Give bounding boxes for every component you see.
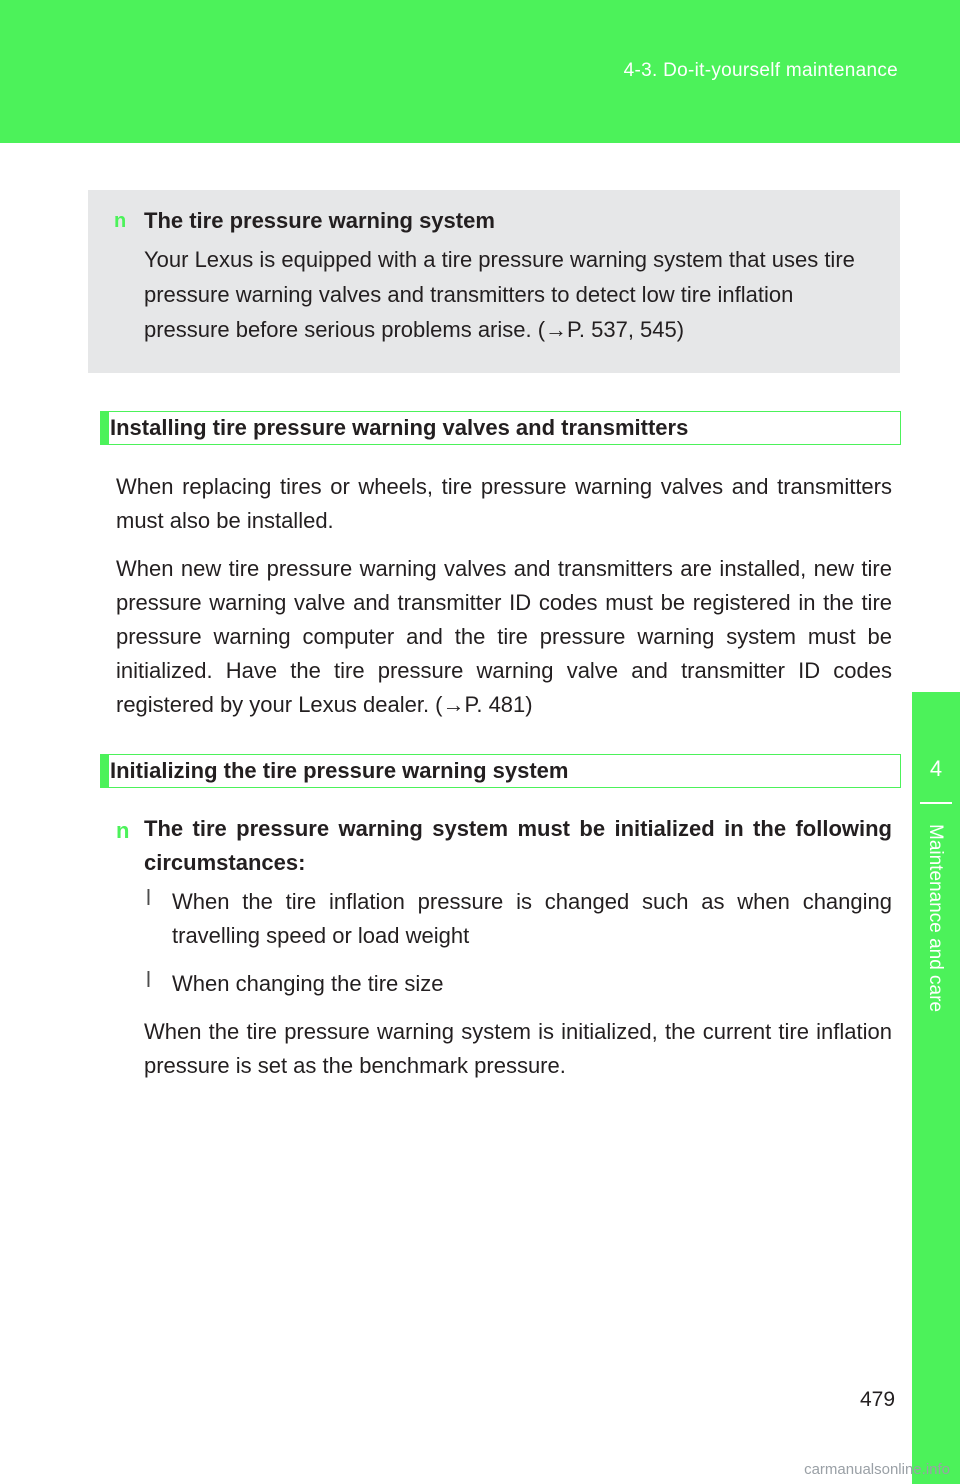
page-number: 479 [860,1388,896,1411]
paragraph: When new tire pressure warning valves and transmitters are installed, new tire pressure warning valve and transmitter ID codes must be registered in the tire pressure warning computer and the tire pressure warning system must be initialized. Have the tire pressure warning valve and transmitter ID codes registered by your Lexus dealer. (→P. 481) [116,556,892,717]
closing-paragraph: When the tire pressure warning system is initialized, the current tire inflation pressure is set as the benchmark pressure. [144,1019,892,1078]
sub-list-item: When changing the tire size [172,971,444,996]
note-title: The tire pressure warning system [144,208,495,233]
bold-list-item: The tire pressure warning system must be initialized in the following circumstances: [144,816,892,875]
sub-bullet-icon: l [146,967,151,992]
section-heading-text: Initializing the tire pressure warning system [110,758,569,783]
sub-bullet-icon: l [146,885,151,910]
section-title: 4-3. Do-it-yourself maintenance [623,60,898,81]
note-body: Your Lexus is equipped with a tire pressure warning system that uses tire pressure warning valves and transmitters to detect low tire inflation pressure before serious problems arise. (→P. 537, 545) [144,247,855,342]
note-bullet-icon: n [114,210,127,232]
section-heading-text: Installing tire pressure warning valves and transmitters [110,415,689,440]
list-bullet-icon: n [116,818,130,843]
chapter-number: 4 [929,756,943,781]
watermark: carmanualsonline.info [804,1461,950,1478]
note-box [88,190,900,373]
paragraph: When replacing tires or wheels, tire pressure warning valves and transmitters must also be installed. [116,474,892,533]
heading-accent-bar [100,755,109,787]
chapter-divider [920,802,952,804]
heading-accent-bar [100,412,109,444]
chapter-label: Maintenance and care [925,824,946,1013]
header-band [0,0,960,143]
chapter-side-tab[interactable] [912,692,960,1484]
sub-list-item: When the tire inflation pressure is changed such as when changing travelling speed or load weight [172,889,892,948]
section-heading-installing [100,411,901,445]
section-heading-initializing [100,754,901,788]
